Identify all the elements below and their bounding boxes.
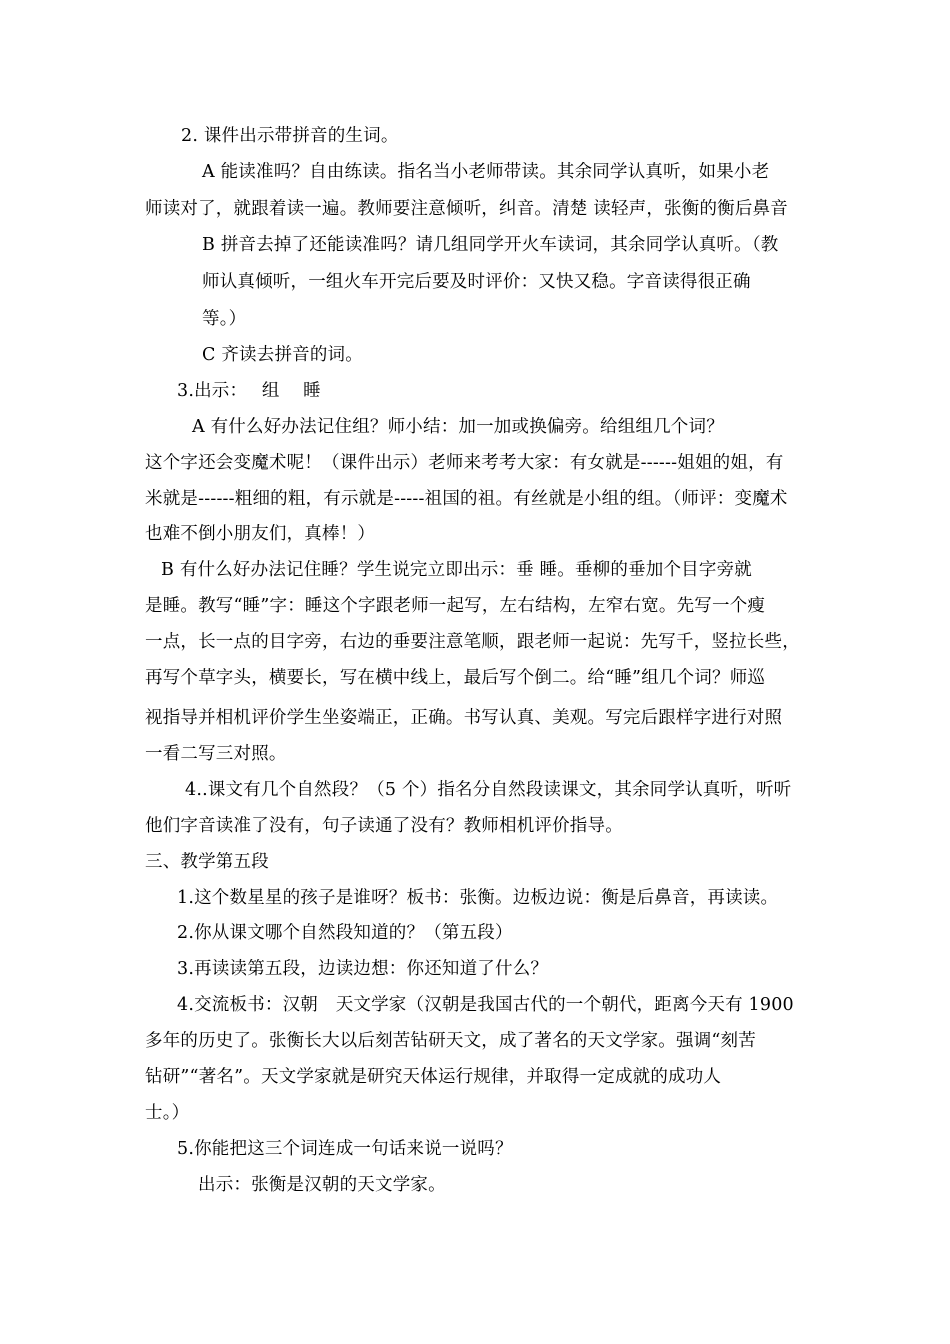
step-4-line-3: 钻研”“著名”。天文学家就是研究天体运行规律，并取得一定成就的成功人 xyxy=(145,1067,722,1087)
step-2: 2.你从课文哪个自然段知道的？（第五段） xyxy=(177,923,513,943)
paragraph-c: C 齐读去拼音的词。 xyxy=(202,345,363,365)
section-a-zu-line-1: A 有什么好办法记住组？师小结：加一加或换偏旁。给组组几个词？ xyxy=(192,417,724,437)
step-4-line-2: 多年的历史了。张衡长大以后刻苦钻研天文，成了著名的天文学家。强调“刻苦 xyxy=(145,1031,756,1051)
step-3: 3.再读读第五段，边读边想：你还知道了什么？ xyxy=(177,959,549,979)
section-b-shui-line-2: 是睡。教写“睡”字：睡这个字跟老师一起写，左右结构，左窄右宽。先写一个瘦 xyxy=(145,596,766,616)
section-b-shui-line-1: B 有什么好办法记住睡？学生说完立即出示：垂 睡。垂柳的垂加个目字旁就 xyxy=(161,560,752,580)
paragraph-b-line-1: B 拼音去掉了还能读准吗？请几组同学开火车读词，其余同学认真听。（教 xyxy=(202,235,779,255)
paragraph-a-line-2: 师读对了，就跟着读一遍。教师要注意倾听，纠音。清楚 读轻声，张衡的衡后鼻音 xyxy=(145,199,788,219)
section-b-shui-line-6: 一看二写三对照。 xyxy=(145,744,287,764)
section-b-shui-line-3: 一点，长一点的目字旁，右边的垂要注意笔顺，跟老师一起说：先写千，竖拉长些， xyxy=(145,632,800,652)
paragraph-a-line-1: A 能读准吗？自由练读。指名当小老师带读。其余同学认真听，如果小老 xyxy=(202,162,770,182)
item-2-courseware-pinyin-words: 2. 课件出示带拼音的生词。 xyxy=(181,126,399,146)
item-3-show-characters: 3.出示： 组 睡 xyxy=(177,381,321,401)
section-a-zu-line-4: 也难不倒小朋友们，真棒！） xyxy=(145,524,376,544)
item-4-paragraph-reading-line-2: 他们字音读准了没有，句子读通了没有？教师相机评价指导。 xyxy=(145,816,623,836)
item-4-paragraph-reading-line-1: 4..课文有几个自然段？（5 个）指名分自然段读课文，其余同学认真听，听听 xyxy=(185,780,792,800)
paragraph-b-line-2: 师认真倾听，一组火车开完后要及时评价：又快又稳。字音读得很正确 xyxy=(202,272,751,292)
section-heading-three: 三、教学第五段 xyxy=(145,852,269,872)
section-a-zu-line-2: 这个字还会变魔术呢！（课件出示）老师来考考大家：有女就是------姐姐的姐，有 xyxy=(145,453,784,473)
step-4-line-1: 4.交流板书：汉朝 天文学家（汉朝是我国古代的一个朝代，距离今天有 1900 xyxy=(177,995,794,1015)
step-5: 5.你能把这三个词连成一句话来说一说吗？ xyxy=(177,1139,513,1159)
section-b-shui-line-5: 视指导并相机评价学生坐姿端正，正确。书写认真、美观。写完后跟样字进行对照 xyxy=(145,708,783,728)
step-5-display: 出示：张衡是汉朝的天文学家。 xyxy=(198,1175,446,1195)
step-1: 1.这个数星星的孩子是谁呀？板书：张衡。边板边说：衡是后鼻音，再读读。 xyxy=(177,888,779,908)
paragraph-b-line-3: 等。） xyxy=(202,309,247,329)
step-4-line-4: 士。） xyxy=(145,1103,190,1123)
section-a-zu-line-3: 米就是------粗细的粗，有示就是-----祖国的祖。有丝就是小组的组。（师评：变魔术 xyxy=(145,489,788,509)
section-b-shui-line-4: 再写个草字头，横要长，写在横中线上，最后写个倒二。给“睡”组几个词？师巡 xyxy=(145,668,766,688)
